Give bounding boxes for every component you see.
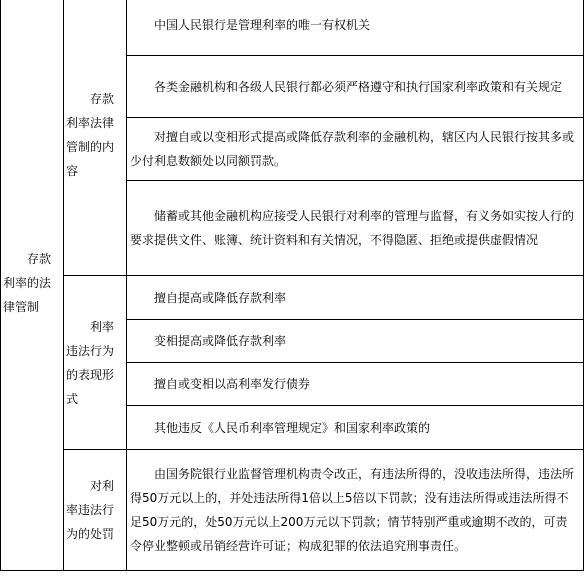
category-cell	[1, 0, 64, 571]
item-cell	[127, 406, 584, 450]
item-cell	[127, 118, 584, 181]
section-title: 对利率违法行为的处罚	[66, 479, 115, 541]
item-cell	[127, 450, 584, 571]
item-cell	[127, 276, 584, 320]
section-title-cell	[64, 0, 127, 276]
item-text: 由国务院银行业监督管理机构责令改正，有违法所得的，没收违法所得，违法所得50万元以上的，并处违法所得1倍以上5倍以下罚款；没有违法所得或违法所得不足50万元的，处50万元以上200万元以下罚款；情节特别严重或逾期不改的，可责令停业整顿或吊销经营许可证；构成犯罪的依法追究刑事责任。	[130, 467, 575, 553]
item-cell	[127, 0, 584, 56]
table-row	[1, 276, 584, 320]
item-cell	[127, 56, 584, 118]
item-text: 中国人民银行是管理利率的唯一有权机关	[154, 18, 371, 32]
item-text: 储蓄或其他金融机构应接受人民银行对利率的管理与监督，有义务如实按人行的要求提供文件、账簿、统计资料和有关情况，不得隐匿、拒绝或提供虚假情况	[130, 209, 575, 247]
section-title-cell	[64, 450, 127, 571]
item-text: 各类金融机构和各级人民银行都必须严格遵守和执行国家利率政策和有关规定	[154, 79, 563, 94]
section-title: 存款利率法律管制的内容	[66, 92, 115, 178]
item-text: 变相提高或降低存款利率	[154, 334, 287, 348]
section-title-cell	[64, 276, 127, 450]
category-label: 存款利率的法律管制	[3, 251, 52, 314]
item-cell	[127, 320, 584, 363]
item-cell	[127, 363, 584, 406]
item-text: 对擅自或以变相形式提高或降低存款利率的金融机构，辖区内人民银行按其多或少付利息数额处以同额罚款。	[130, 130, 575, 168]
item-text: 擅自或变相以高利率发行债券	[154, 377, 311, 391]
table-row	[1, 450, 584, 571]
section-title: 利率违法行为的表现形式	[66, 319, 115, 406]
item-cell	[127, 181, 584, 276]
item-text: 其他违反《人民币利率管理规定》和国家利率政策的	[154, 420, 431, 435]
table-row	[1, 0, 584, 56]
item-text: 擅自提高或降低存款利率	[154, 290, 287, 305]
